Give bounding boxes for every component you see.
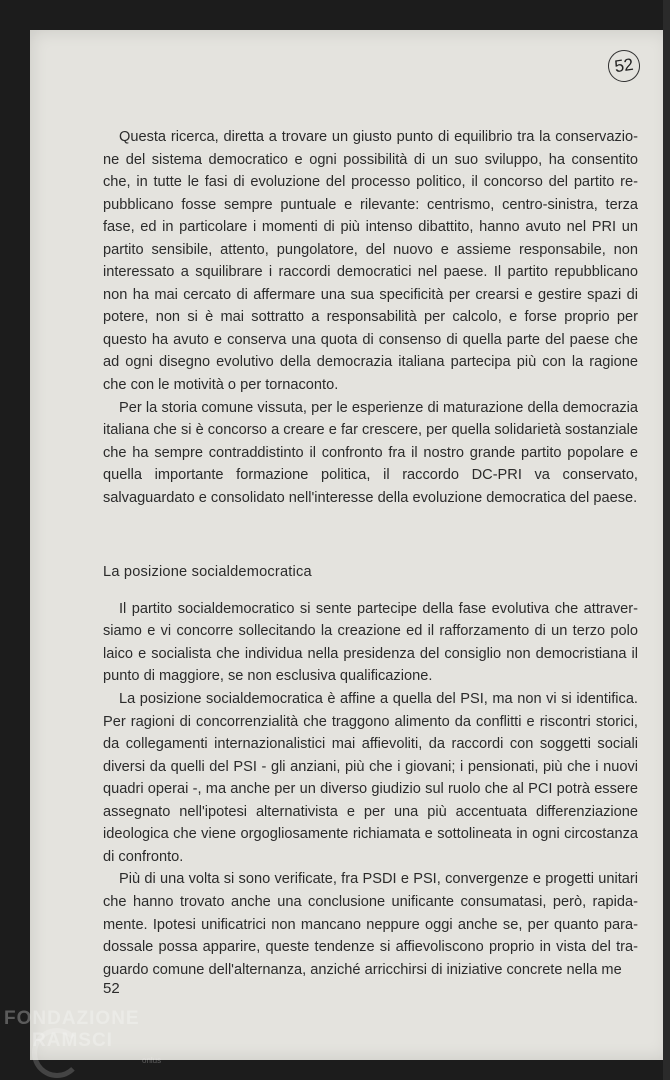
paragraph: Il partito socialdemocratico si sente partecipe della fase evolutiva che attraversiamo e vi concorre sollecitando la creazione ed il rafforzamento di un terzo polo laico e socialista che individua nella presidenza del consiglio non democristiana il punto di maggiore, se non esclusiva qualificazione. <box>103 600 638 685</box>
paragraph: La posizione socialdemocratica è affine a quella del PSI, ma non vi si identifica. Per ragioni di concorrenzialità che traggono alimento da conflitti e riscontri storici, da collegamenti internazionalistici mai affievoliti, da raccordi con soggetti sociali diversi da quelli del PSI - gli anziani, più che i giovani; i pensionati, più che i nuovi quadri operai -, ma anche per un diverso giudizio sul ruolo che al PCI potrà essere assegnato nell'ipotesi alternativista e per una più accentuata differenziazione ideologica che viene orgogliosamente richiamata e sottolineata in ogni circostanza di confronto. <box>103 691 638 865</box>
watermark-line2: RAMSCI <box>32 1030 113 1051</box>
watermark-g-logo-icon <box>32 1028 82 1078</box>
section-heading: La posizione socialdemocratica <box>103 564 312 581</box>
page-number: 52 <box>103 980 120 997</box>
document-body <box>103 126 638 981</box>
handwritten-page-mark: 52 <box>606 48 642 84</box>
watermark-small: onlus <box>142 1056 162 1065</box>
paragraph: Per la storia comune vissuta, per le esperienze di maturazione della democrazia italiana che si è concorso a creare e far crescere, per quella solidarietà sostanziale che ha sempre contraddistinto il confronto fra il nostro grande partito popolare e quella importante formazione politica, il raccordo DC-PRI va conservato, salvaguardato e consolidato nell'interesse della evoluzione democratica del paese. <box>103 399 638 506</box>
document-page <box>30 30 670 1060</box>
watermark-line1: FONDAZIONE <box>4 1008 140 1029</box>
fondazione-gramsci-watermark <box>4 1008 162 1065</box>
paragraph: Questa ricerca, diretta a trovare un giusto punto di equilibrio tra la conservazione del sistema democratico e ogni possibilità di un suo sviluppo, ha consentito che, in tutte le fasi di evoluzione del processo politico, il concorso del partito repubblicano fosse sempre puntuale e rilevante: centrismo, centro-sinistra, terza fase, ed in particolare i momenti di più intenso dibattito, hanno avuto nel PRI un partito sensibile, attento, pungolatore, del nuovo e assieme responsabile, non interessato a squilibrare i raccordi democratici nel paese. Il partito repubblicano non ha mai cercato di affermare una sua specificità per crearsi e gestire spazi di potere, non si è mai sottratto a responsabilità per calcolo, e forse proprio per questo ha avuto e conserva una quota di consenso di quella parte del paese che ad ogni disegno evolutivo della democrazia italiana partecipa più con la ragione che con le motività o per tornaconto. <box>103 129 638 394</box>
scan-edge <box>663 0 670 1080</box>
paragraph: Più di una volta si sono verificate, fra PSDI e PSI, convergenze e progetti unitari che hanno trovato anche una conclusione unificante consumatasi, però, rapidamente. Ipotesi unificatrici non mancano neppure oggi anche se, per quanto paradossale possa apparire, queste tendenze si affievoliscono proprio in vista del traguardo comune dell'alternanza, anziché arricchirsi di iniziative concrete nella me <box>103 871 638 978</box>
